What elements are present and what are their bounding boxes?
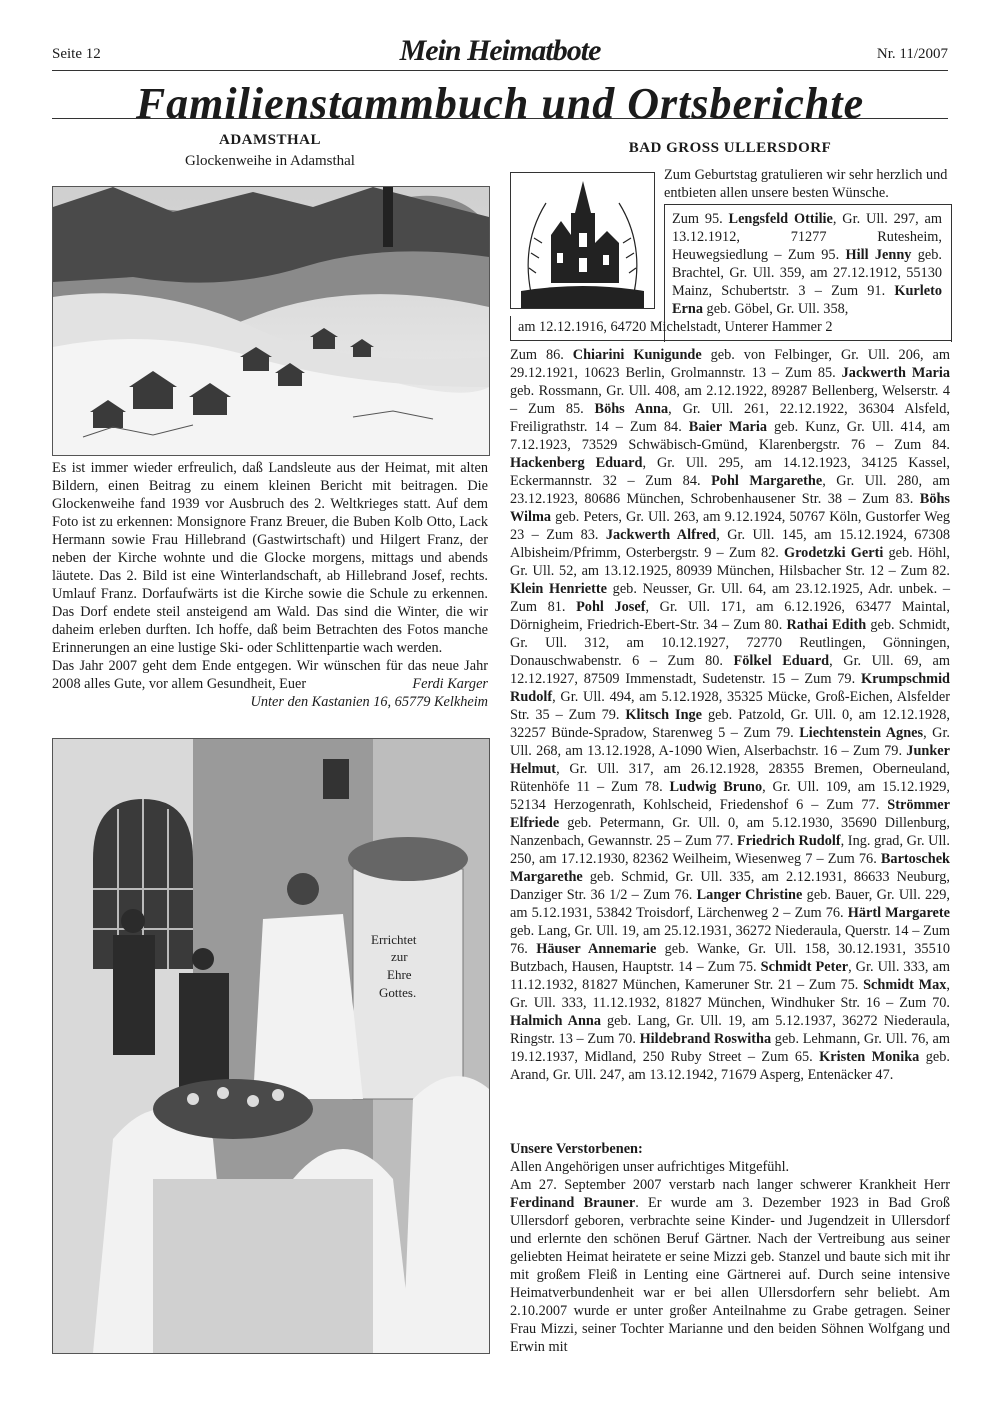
sign-line-3: Ehre xyxy=(387,967,412,982)
person-name: Böhs Anna xyxy=(594,401,669,417)
entry-text: geb. Petermann, Gr. Ull. 0, am 5.12.1930, 35690 Dillenburg, Nanzenbach, Gewannstr. 25 – Zum 77. xyxy=(510,815,950,849)
bell-consecration-image xyxy=(53,739,489,1353)
birthday-box-last-line: am 12.12.1916, 64720 Michelstadt, Unterer Hammer 2 xyxy=(518,319,833,335)
person-name: Baier Maria xyxy=(688,419,768,435)
entry-text: , Ing. grad, Gr. Ull. 250, am 17.12.1930, 82362 Weilheim, Wiesenweg 7 – Zum 76. xyxy=(510,833,950,867)
page-number: Seite 12 xyxy=(52,46,101,62)
person-name: Halmich Anna xyxy=(510,1013,602,1029)
entry-text: , Gr. Ull. 333, am 11.12.1932, 81827 München, Kameruner Str. 21 – Zum 75. xyxy=(510,959,950,993)
person-name: Fölkel Eduard xyxy=(733,653,830,669)
person-name: Friedrich Rudolf xyxy=(736,833,841,849)
church-woodcut-icon xyxy=(510,172,655,309)
entry-text: geb. Patzold, Gr. Ull. 0, am 12.12.1928, 32257 Bünde-Spradow, Starenweg 5 – Zum 79. xyxy=(510,707,950,741)
masthead-logo: Mein Heimatbote xyxy=(399,34,601,67)
entry-text: geb. Schmid, Gr. Ull. 335, am 2.12.1931, 86633 Neuburg, Danziger Str. 36 1/2 – Zum 76. xyxy=(510,869,950,903)
person-name: Jackwerth Alfred xyxy=(605,527,717,543)
obituary-text xyxy=(510,1176,950,1356)
entry-text: geb. Wanke, Gr. Ull. 158, 30.12.1931, 35510 Butzbach, Hausen, Hauptstr. 14 – Zum 75. xyxy=(510,941,951,975)
person-name: Kristen Monika xyxy=(819,1049,920,1065)
person-name: Hildebrand Roswitha xyxy=(639,1031,772,1047)
article-heading-bad-gross-ullersdorf: BAD GROSS ULLERSDORF xyxy=(628,140,832,156)
entry-text: geb. Peters, Gr. Ull. 263, am 9.12.1924, 50767 Köln, Gustorfer Weg 23 – Zum 83. xyxy=(510,509,950,543)
entry-text: geb. Brachtel, Gr. Ull. 359, am 27.12.1912, 55130 Mainz, Schubertstr. 3 – Zum 91. xyxy=(672,247,943,299)
person-name: Junker Helmut xyxy=(510,743,950,777)
person-name: Pohl Josef xyxy=(576,599,646,615)
entry-text: geb. Lehmann, Gr. Ull. 76, am 19.12.1937, Midland, 250 Ruby Street – Zum 65. xyxy=(510,1031,950,1065)
left-column-heading xyxy=(52,132,488,170)
adamsthal-paragraph-2 xyxy=(52,657,488,693)
person-name: Häuser Annemarie xyxy=(536,941,657,957)
entry-text: , Gr. Ull. 69, am 12.12.1927, 87509 Immenstadt, Sudetenstr. 15 – Zum 79. xyxy=(510,653,950,687)
article-subheading: Glockenweihe in Adamsthal xyxy=(185,153,355,169)
entry-text: geb. Schmidt, Gr. Ull. 312, am 10.12.1927, 72770 Reutlingen, Gönningen, Donauschwabenstr. 6 – Zum 80. xyxy=(510,617,950,669)
title-divider xyxy=(52,118,948,119)
adamsthal-article-text xyxy=(52,459,488,711)
entry-text: Am 27. September 2007 verstarb nach langer schwerer Krankheit Herr xyxy=(510,1177,950,1193)
entry-text: geb. Lang, Gr. Ull. 19, am 5.12.1937, 36272 Niederaula, Ringstr. 13 – Zum 70. xyxy=(510,1013,950,1047)
person-name: Schmidt Peter xyxy=(760,959,849,975)
person-name: Klein Henriette xyxy=(510,581,607,597)
person-name: Jackwerth Maria xyxy=(841,365,950,381)
deceased-heading: Unsere Verstorbenen: xyxy=(510,1141,643,1157)
entry-text: , Gr. Ull. 261, 22.12.1922, 36304 Alsfeld, Freiligrathstr. 14 – Zum 84. xyxy=(510,401,950,435)
sign-line-2: zur xyxy=(391,949,408,964)
entry-text: . Er wurde am 3. Dezember 1923 in Bad Groß Ullersdorf geboren, verbrachte seine Kinder- und Jugendzeit in Ullersdorf und erlernte den schönen Beruf Gärtner. Nach der Vertreibung aus seiner geliebten Heimat heiratete er seine Mizzi geb. Stanzel und baute sich mit ihr mit großem Fleiß in Lenting eine Gärtnerei auf. Durch seine intensive Heimatverbundenheit war er bei allen Ullersdorfern sehr beliebt. Am 2.10.2007 wurde er unter großer Anteilnahme zu Grabe getragen. Seiner Frau Mizzi, seiner Tochter Marianne und den beiden Söhnen Wolfgang und Erwin mit xyxy=(510,1195,950,1355)
entry-text: geb. Lang, Gr. Ull. 19, am 25.12.1931, 36272 Niederaula, Querstr. 14 – Zum 76. xyxy=(510,923,950,957)
person-name: Böhs Wilma xyxy=(510,491,950,525)
signature-name: Ferdi Karger xyxy=(412,676,488,692)
adamsthal-closing-text: Das Jahr 2007 geht dem Ende entgegen. Wir wünschen für das neue Jahr 2008 alles Gute, vor allem Gesundheit, Euer xyxy=(52,658,488,692)
person-name: Strömmer Elfriede xyxy=(510,797,950,831)
person-name: Klitsch Inge xyxy=(625,707,703,723)
issue-number: Nr. 11/2007 xyxy=(876,46,948,62)
person-name: Liechtenstein Agnes xyxy=(799,725,924,741)
entry-text: , Gr. Ull. 171, am 6.12.1926, 63477 Maintal, Dörnigheim, Friedrich-Ebert-Str. 34 – Zum 80. xyxy=(510,599,950,633)
entry-text: geb. von Felbinger, Gr. Ull. 206, am 29.12.1921, 10623 Berlin, Grolmannstr. 13 – Zum 85. xyxy=(510,347,950,381)
entry-text: Zum 95. xyxy=(672,211,729,227)
entry-text: , Gr. Ull. 145, am 15.12.1924, 67308 Albisheim/Pfrimm, Osterbergstr. 9 – Zum 82. xyxy=(510,527,950,561)
person-name: Ferdinand Brauner xyxy=(510,1195,636,1211)
person-name: Hackenberg Eduard xyxy=(510,455,643,471)
entry-text: geb. Rossmann, Gr. Ull. 408, am 2.12.1922, 89287 Bellenberg, Welserstr. 4 – Zum 85. xyxy=(510,383,950,417)
entry-text: , Gr. Ull. 268, am 13.12.1928, A-1090 Wien, Alserbachstr. 16 – Zum 79. xyxy=(510,725,950,759)
entry-text: Zum 86. xyxy=(510,347,573,363)
entry-text: , Gr. Ull. 280, am 23.12.1923, 80686 München, Schrobenhausener Str. 38 – Zum 83. xyxy=(510,473,951,507)
section-title: Familienstammbuch und Ortsberichte xyxy=(135,79,865,128)
person-name: Kurleto Erna xyxy=(672,283,942,317)
entry-text: geb. Göbel, Gr. Ull. 358, xyxy=(702,301,849,317)
birthday-box-text xyxy=(672,210,942,318)
deceased-intro: Allen Angehörigen unser aufrichtiges Mitgefühl. xyxy=(510,1159,790,1175)
birthday-intro: Zum Geburtstag gratulieren wir sehr herzlich und entbieten allen unsere besten Wünsche. xyxy=(664,167,948,201)
adamsthal-paragraph-1: Es ist immer wieder erfreulich, daß Landsleute aus der Heimat, mit alten Bildern, einen Beitrag zu einem kleinen Bericht mit beitragen. Die Glockenweihe fand 1939 vor Ausbruch des 2. Weltkrieges statt. Auf dem Foto ist zu erkennen: Monsignore Franz Breuer, die Buben Kolb Otto, Lack Hermann sowie Frau Hillebrand (Gastwirtschaft) und Hilgert Franz, der neben der Kirche wohnte und die Glocke morgens, mittags und abends läutete. Das 2. Bild ist eine Winterlandschaft, ab Hillebrand Josef, rechts. Umlauf Franz. Dorfaufwärts ist die Kirche sowie die Schule zu erkennen. Das Dorf endete steil ansteigend am Wald. Das sind die Winter, die wir daheim erleben durften. Ich hoffe, daß beim Betrachten des Fotos manche Erinnerungen an eine lustige Ski- oder Schlittenpartie wach werden. xyxy=(52,460,488,656)
entry-text: geb. Kunz, Gr. Ull. 414, am 7.12.1923, 73529 Schwäbisch-Gmünd, Klarenbergstr. 76 – Zum 84. xyxy=(510,419,951,453)
entry-text: geb. Neusser, Gr. Ull. 64, am 23.12.1925, Adr. unbek. – Zum 81. xyxy=(510,581,950,615)
entry-text: geb. Bauer, Gr. Ull. 229, am 5.12.1931, 53842 Troisdorf, Lärchenweg 2 – Zum 76. xyxy=(510,887,951,921)
person-name: Krumpschmid Rudolf xyxy=(510,671,950,705)
person-name: Schmidt Max xyxy=(863,977,947,993)
winter-landscape-photo xyxy=(52,186,490,456)
entry-text: , Gr. Ull. 295, am 14.12.1923, 34125 Kassel, Eckermannstr. 32 – Zum 84. xyxy=(510,455,950,489)
person-name: Ludwig Bruno xyxy=(669,779,763,795)
signature-address: Unter den Kastanien 16, 65779 Kelkheim xyxy=(250,694,488,710)
person-name: Grodetzki Gerti xyxy=(783,545,884,561)
person-name: Bartoschek Margarethe xyxy=(510,851,950,885)
entry-text: , Gr. Ull. 109, am 15.12.1929, 52134 Herzogenrath, Kohlscheid, Friedenshof 6 – Zum 77. xyxy=(510,779,950,813)
deceased-section xyxy=(510,1158,950,1356)
person-name: Hill Jenny xyxy=(845,247,912,263)
person-name: Härtl Margarete xyxy=(847,905,950,921)
entry-text: geb. Höhl, Gr. Ull. 52, am 13.12.1925, 80939 München, Hilsbacher Str. 12 – Zum 82. xyxy=(510,545,950,579)
header-divider xyxy=(52,70,948,71)
person-name: Pohl Margarethe xyxy=(711,473,823,489)
bell-consecration-photo xyxy=(52,738,490,1354)
sign-line-4: Gottes. xyxy=(379,985,417,1000)
entry-text: , Gr. Ull. 297, am 13.12.1912, 71277 Rutesheim, Heuwegsiedlung – Zum 95. xyxy=(672,211,942,263)
person-name: Chiarini Kunigunde xyxy=(572,347,702,363)
person-name: Langer Christine xyxy=(696,887,803,903)
birthday-list xyxy=(510,346,950,1084)
person-name: Lengsfeld Ottilie xyxy=(728,211,833,227)
winter-landscape-image xyxy=(53,187,489,455)
sign-line-1: Errichtet xyxy=(371,932,417,947)
entry-text: , Gr. Ull. 317, am 26.12.1928, 28355 Bremen, Oberneuland, Rütenhöfe 11 – Zum 78. xyxy=(510,761,950,795)
entry-text: geb. Arand, Gr. Ull. 247, am 13.12.1942, 71679 Asperg, Entenäcker 47. xyxy=(510,1049,950,1083)
article-heading-adamsthal: ADAMSTHAL xyxy=(218,132,321,148)
entry-text: , Gr. Ull. 333, 11.12.1932, 81827 München, Windhuker Str. 16 – Zum 70. xyxy=(510,977,950,1011)
person-name: Rathai Edith xyxy=(786,617,867,633)
entry-text: , Gr. Ull. 494, am 5.12.1928, 35325 Mücke, Groß-Eichen, Alsfelder Str. 35 – Zum 79. xyxy=(510,689,950,723)
